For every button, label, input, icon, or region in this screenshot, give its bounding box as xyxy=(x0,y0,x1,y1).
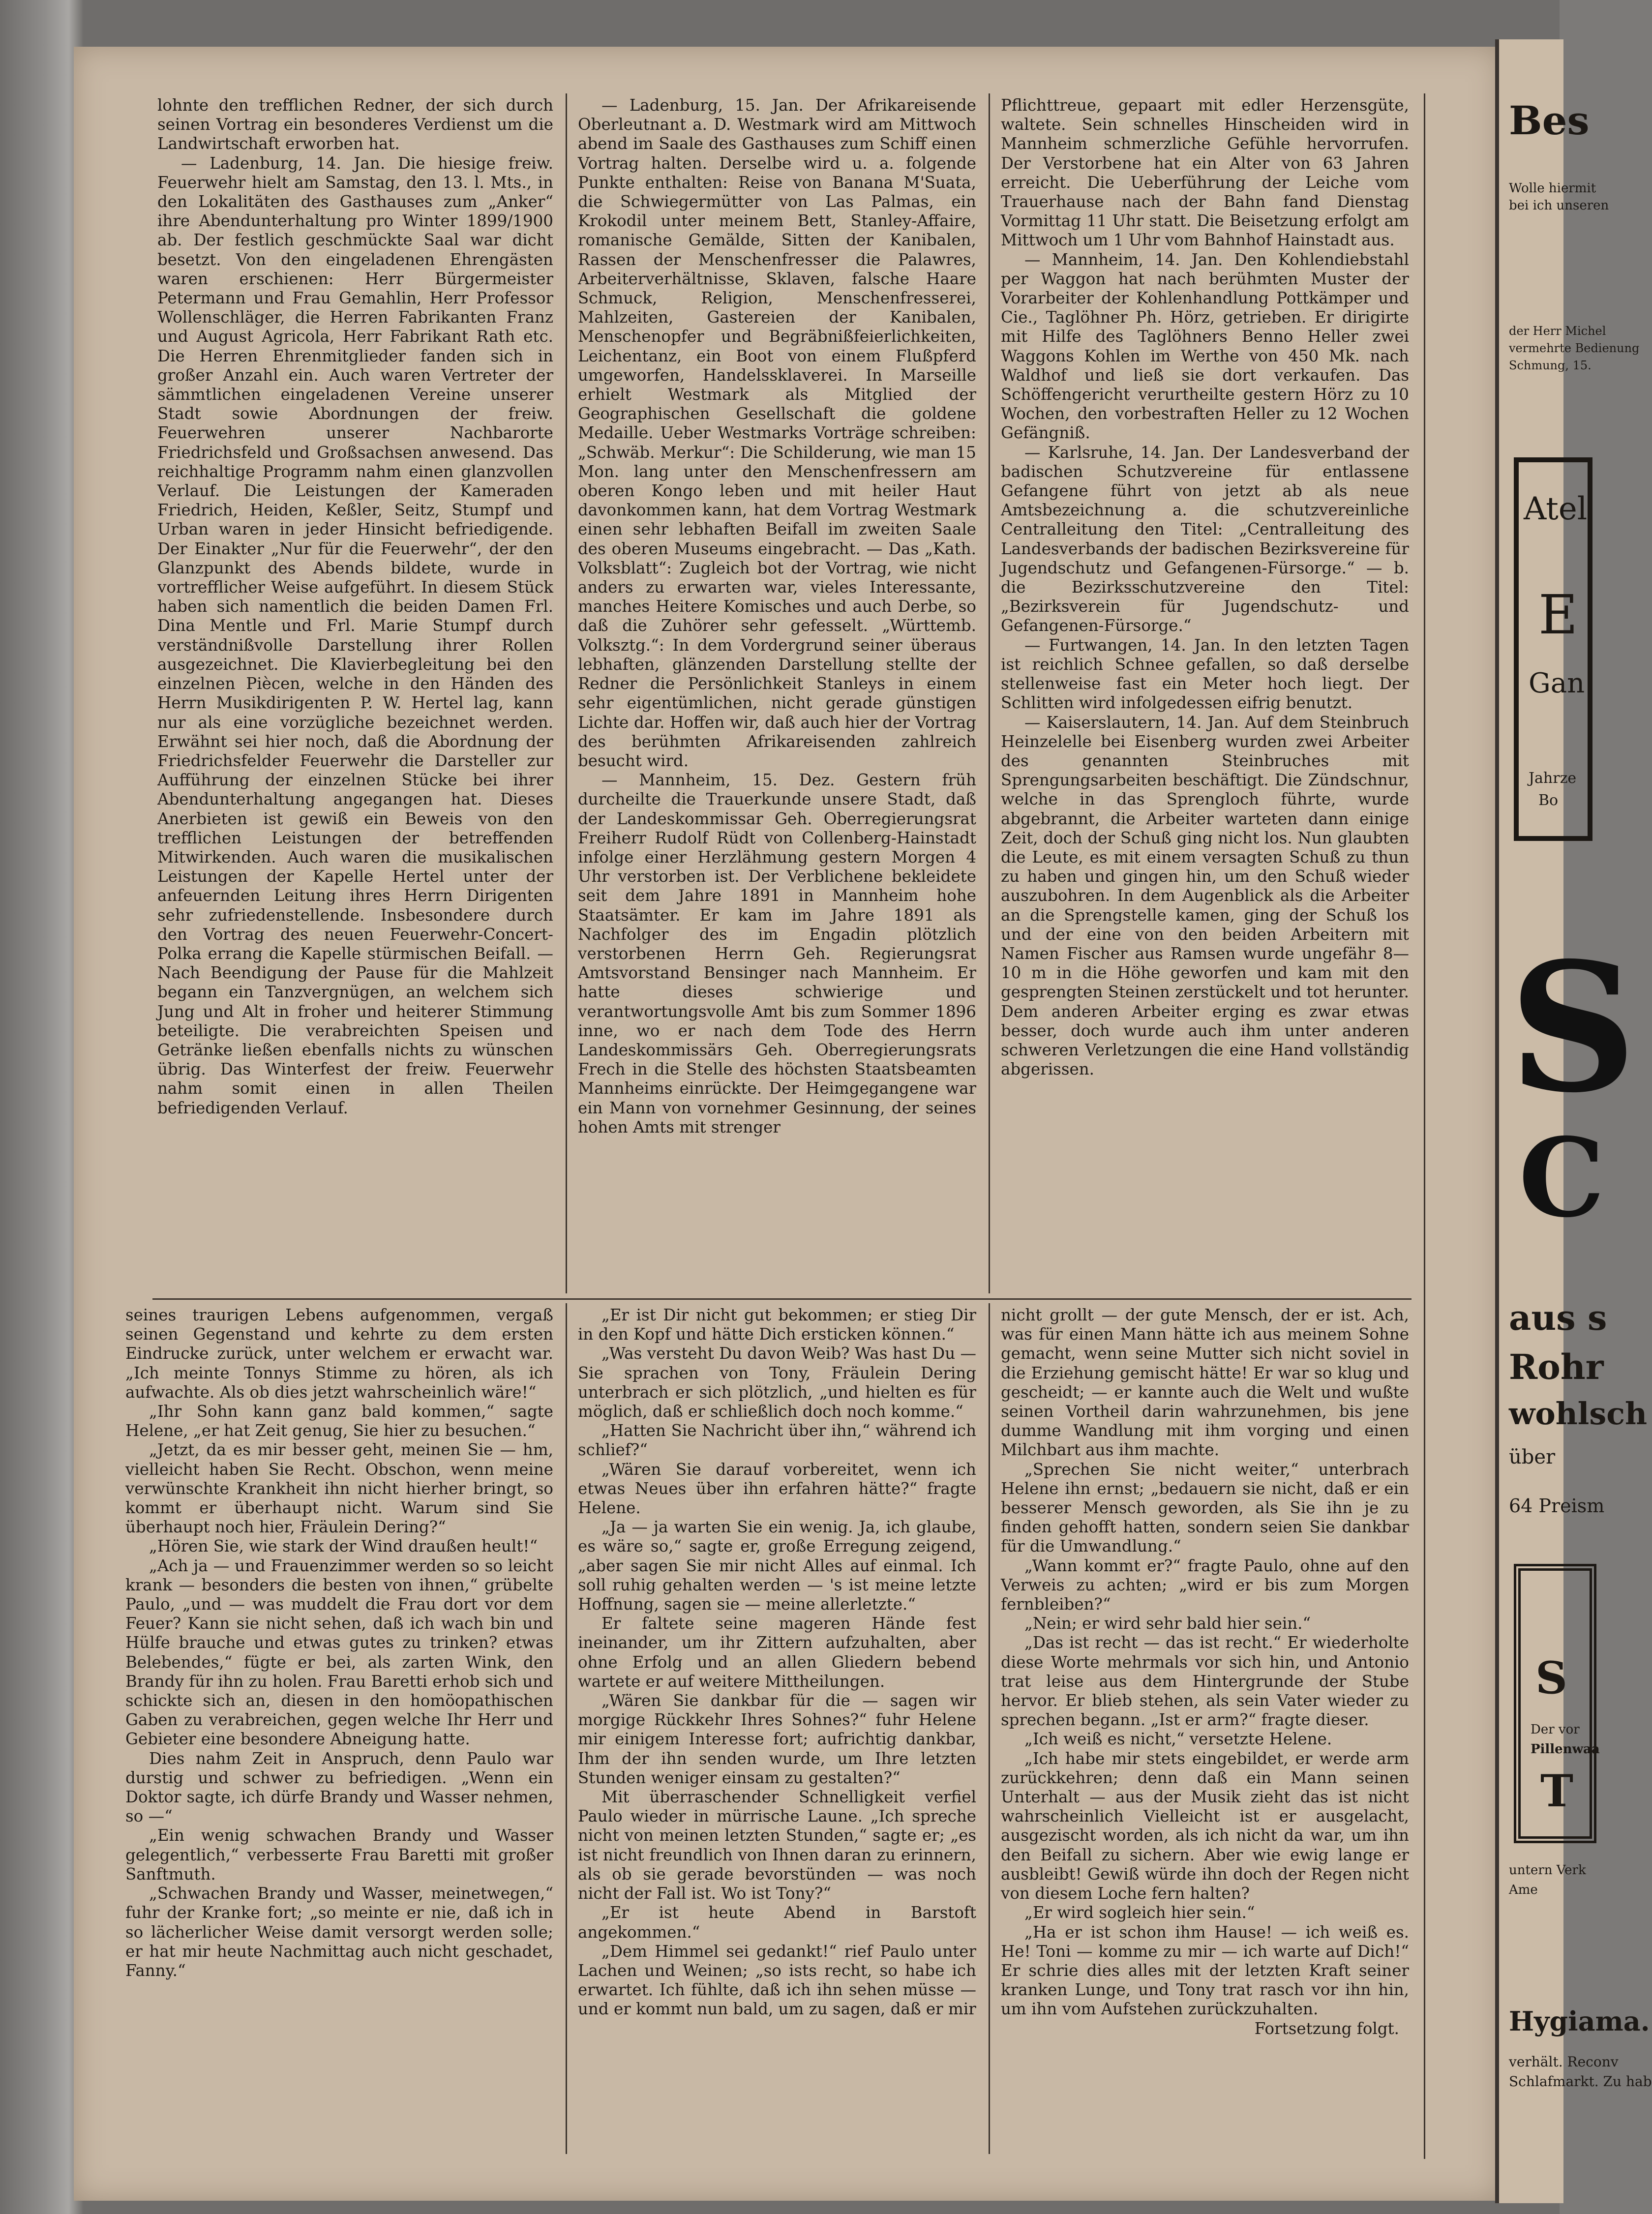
ad-box xyxy=(1514,1564,1600,1843)
feuilleton-paragraph: „Ja — ja warten Sie ein wenig. Ja, ich glaube, es wäre so,“ sagte er, große Erregung zeigend, „aber sagen Sie mir nicht Alles auf einmal. Ich soll ruhig gehalten werden — 's ist meine letzte Hoffnung, sagen sie — meine allerletzte.“ xyxy=(578,1518,976,1614)
feuilleton-paragraph: „Sprechen Sie nicht weiter,“ unterbrach Helene ihn ernst; „bedauern sie nicht, daß er ein besserer Mensch geworden, als Sie ihn je zu finden gehofft hatten, sondern seien Sie dankbar für die Umwandlung.“ xyxy=(1001,1460,1409,1556)
section-divider xyxy=(152,1298,1412,1300)
ad-fragment: verhält. Reconv xyxy=(1509,2054,1619,2070)
feuilleton-paragraph: „Er ist heute Abend in Barstoft angekommen.“ xyxy=(578,1903,976,1942)
ad-fragment: aus s xyxy=(1509,1297,1607,1338)
ad-fragment: vermehrte Bedienung xyxy=(1509,341,1640,355)
ad-fragment: Schmung, 15. xyxy=(1509,359,1592,372)
news-paragraph: Pflichttreue, gepaart mit edler Herzensgüte, waltete. Sein schnelles Hinscheiden wird in Mannheim schmerzliche Gefühle hervorrufen. Der Verstorbene hat ein Alter von 63 Jahren erreicht. Die Ueberführung der Leiche vom Trauerhause nach der Bahn fand Dienstag Vormittag 11 Uhr statt. Die Beisetzung erfolgt am Mittwoch um 1 Uhr vom Bahnhof Hainstadt aus. xyxy=(1001,96,1409,250)
adjacent-page-fragment xyxy=(1495,39,1652,2203)
news-paragraph: — Mannheim, 14. Jan. Den Kohlendiebstahl per Waggon hat nach berühmten Muster der Vorarbeiter der Kohlenhandlung Pottkämper und Cie., Taglöhner Ph. Hörz, getrieben. Er dirigirte mit Hilfe des Taglöhners Benno Heller zwei Waggons Kohlen im Werthe von 450 Mk. nach Waldhof und ließ sie dort verkaufen. Das Schöffengericht verurtheilte gestern Hörz zu 10 Wochen, den vorbestraften Heller zu 12 Wochen Gefängniß. xyxy=(1001,250,1409,443)
ad-fragment: Rohr xyxy=(1509,1346,1604,1387)
feuilleton-paragraph: „Hatten Sie Nachricht über ihn,“ während ich schlief?“ xyxy=(578,1421,976,1460)
news-paragraph: — Kaiserslautern, 14. Jan. Auf dem Steinbruch Heinzelelle bei Eisenberg wurden zwei Arbeiter des genannten Steinbruches mit Sprengungsarbeiten beschäftigt. Die Zündschnur, welche in das Sprengloch führte, wurde abgebrannt, die Arbeiter warteten dann einige Zeit, doch der Schuß ging nicht los. Nun glaubten die Leute, es mit einem versagten Schuß zu thun zu haben und gingen hin, um den Schuß wieder auszubohren. In dem Augenblick als die Arbeiter an die Sprengstelle kamen, ging der Schuß los und der eine von den beiden Arbeitern mit Namen Fischer aus Ramsen wurde ungefähr 8—10 m in die Höhe geworfen und kam mit den gesprengten Steinen zerstückelt und tot herunter. Dem anderen Arbeiter erging es zwar etwas besser, doch wurde auch ihm unter anderen schweren Verletzungen die eine Hand vollständig abgerissen. xyxy=(1001,713,1409,1079)
column-rule xyxy=(989,1303,990,2154)
feuilleton-paragraph: „Ein wenig schwachen Brandy und Wasser gelegentlich,“ verbesserte Frau Baretti mit großer Sanftmuth. xyxy=(125,1826,553,1884)
feuilleton-paragraph: „Das ist recht — das ist recht.“ Er wiederholte diese Worte mehrmals vor sich hin, und Antonio trat leise aus dem Hintergrunde der Stube hervor. Er blieb stehen, als sein Vater wieder zu sprechen begann. „Ist er arm?“ fragte dieser. xyxy=(1001,1633,1409,1730)
ad-fragment: Der vor xyxy=(1531,1722,1580,1737)
column-rule xyxy=(566,1303,567,2154)
feuilleton-paragraph: „Dem Himmel sei gedankt!“ rief Paulo unter Lachen und Weinen; „so ists recht, so habe ich erwartet. Ich fühlte, daß ich ihn sehen müsse — und er kommt nun bald, um zu sagen, daß er mir xyxy=(578,1942,976,2019)
news-paragraph: — Ladenburg, 15. Jan. Der Afrikareisende Oberleutnant a. D. Westmark wird am Mittwoch abend im Saale des Gasthauses zum Schiff einen Vortrag halten. Derselbe wird u. a. folgende Punkte enthalten: Reise von Banana M'Suata, die Schwiegermütter von Las Palmas, ein Krokodil unter meinem Bett, Stanley-Affaire, romanische Gemälde, Sitten der Kanibalen, Rassen der Menschenfresser die Palawres, Arbeiterverhältnisse, Sklaven, falsche Haare Schmuck, Religion, Menschenfresserei, Mahlzeiten, Gastereien der Kanibalen, Menschenopfer und Begräbnißfeierlichkeiten, Leichentanz, ein Boot von einem Flußpferd umgeworfen, Handelssklaverei. In Marseille erhielt Westmark als Mitglied der Geographischen Gesellschaft die goldene Medaille. Ueber Westmarks Vorträge schreiben: „Schwäb. Merkur“: Die Schilderung, wie man 15 Mon. lang unter den Menschenfressern am oberen Kongo leben und mit heiler Haut davonkommen kann, hat dem Vortrag Westmark einen sehr lebhaften Beifall im zweiten Saale des oberen Museums eingebracht. — Das „Kath. Volksblatt“: Zugleich bot der Vortrag, wie nicht anders zu erwarten war, vieles Interessante, manches Heitere Komisches und auch Derbe, so daß die Zuhörer sehr gefesselt. „Württemb. Volksztg.“: In dem Vordergrund seiner überaus lebhaften, glänzenden Darstellung stellte der Redner die Persönlichkeit Stanleys in einem sehr eigentümlichen, nicht gerade günstigen Lichte dar. Hoffen wir, daß auch hier der Vortrag des berühmten Afrikareisenden zahlreich besucht wird. xyxy=(578,96,976,770)
newspaper-page xyxy=(74,47,1500,2201)
feuilleton-paragraph: „Ich weiß es nicht,“ versetzte Helene. xyxy=(1024,1730,1332,1749)
feuilleton-paragraph: „Er ist Dir nicht gut bekommen; er stieg Dir in den Kopf und hätte Dich ersticken können.“ xyxy=(578,1306,976,1344)
news-paragraph: — Karlsruhe, 14. Jan. Der Landesverband der badischen Schutzvereine für entlassene Gefangene führt von jetzt ab als neue Amtsbezeichnung a. die schutzvereinliche Centralleitung den Titel: „Centralleitung des Landesverbands der badischen Bezirksvereine für Jugendschutz und Gefangenen-Fürsorge.“ — b. die Bezirksschutzvereine den Titel: „Bezirksverein für Jugendschutz- und Gefangenen-Fürsorge.“ xyxy=(1001,443,1409,635)
ad-fragment: 64 Preism xyxy=(1509,1495,1605,1517)
ad-fragment: S xyxy=(1535,1652,1567,1704)
ad-fragment: untern Verk xyxy=(1509,1863,1586,1878)
ad-fragment: Ame xyxy=(1509,1883,1538,1897)
ad-fragment: Jahrze xyxy=(1529,770,1577,787)
column-rule xyxy=(566,93,567,1293)
news-paragraph: lohnte den trefflichen Redner, der sich durch seinen Vortrag ein besonderes Verdienst um die Landwirtschaft erworben hat. xyxy=(157,96,553,153)
ad-fragment: Bo xyxy=(1538,792,1559,809)
feuilleton-paragraph: „Hören Sie, wie stark der Wind draußen heult!“ xyxy=(149,1537,538,1556)
feuilleton-paragraph: seines traurigen Lebens aufgenommen, vergaß seinen Gegenstand und kehrte zu dem ersten Eindrucke zurück, unter welchem er erwacht war. „Ich meinte Tonnys Stimme zu hören, als ich aufwachte. Als ob dies jetzt wahrscheinlich wäre!“ xyxy=(125,1306,553,1402)
feuilleton-paragraph: „Ach ja — und Frauenzimmer werden so so leicht krank — besonders die besten von ihnen,“ grübelte Paulo, „und — was muddelt die Frau dort vor dem Feuer? Kann sie nicht sehen, daß ich wach bin und Hülfe brauche und etwas gutes zu trinken? etwas Belebendes,“ fügte er bei, als zarten Wink, den Brandy für ihn zu holen. Frau Baretti erhob sich und schickte sich an, diesen in den homöopathischen Gaben zu verabreichen, gegen welche Ihr Herr und Gebieter eine besondere Abneigung hatte. xyxy=(125,1556,553,1749)
feuilleton-paragraph: „Er wird sogleich hier sein.“ xyxy=(1024,1903,1255,1922)
news-paragraph: — Ladenburg, 14. Jan. Die hiesige freiw. Feuerwehr hielt am Samstag, den 13. l. Mts., in den Lokalitäten des Gasthauses zum „Anker“ ihre Abendunterhaltung pro Winter 1899/1900 ab. Der festlich geschmückte Saal war dicht besetzt. Von den eingeladenen Ehrengästen waren erschienen: Herr Bürgermeister Petermann und Frau Gemahlin, Herr Professor Wollenschläger, die Herren Fabrikanten Franz und August Agricola, Herr Fabrikant Rath etc. Die Herren Ehrenmitglieder fanden sich in großer Anzahl ein. Auch waren Vertreter der sämmtlichen eingeladenen Vereine unserer Stadt sowie Abordnungen der freiw. Feuerwehren unserer Nachbarorte Friedrichsfeld und Großsachsen anwesend. Das reichhaltige Programm nahm einen glanzvollen Verlauf. Die Leistungen der Kameraden Friedrich, Heiden, Keßler, Seitz, Stumpf und Urban waren in jeder Hinsicht befriedigende. Der Einakter „Nur für die Feuerwehr“, der den Glanzpunkt des Abends bildete, wurde in vortrefflicher Weise aufgeführt. In diesem Stück haben sich namentlich die beiden Damen Frl. Dina Mentle und Frl. Marie Stumpf durch verständnißvolle Darstellung ihrer Rollen ausgezeichnet. Die Klavierbegleitung bei den einzelnen Piècen, welche in den Händen des Herrn Musikdirigenten P. W. Hertel lag, kann nur als eine vorzügliche bezeichnet werden. Erwähnt sei hier noch, daß die Abordnung der Friedrichsfelder Feuerwehr die Darsteller zur Aufführung der einzelnen Stücke bei ihrer Abendunterhaltung angegangen hat. Dieses Anerbieten ist gewiß ein Beweis von den trefflichen Leistungen der betreffenden Mitwirkenden. Auch waren die musikalischen Leistungen der Kapelle Hertel unter der anfeuernden Leitung ihres Herrn Dirigenten sehr zufriedenstellende. Insbesondere durch den Vortrag des neuen Feuerwehr-Concert-Polka errang die Kapelle stürmischen Beifall. — Nach Beendigung der Pause für die Mahlzeit begann ein Tanzvergnügen, an welchem sich Jung und Alt in froher und heiterer Stimmung beteiligte. Die verabreichten Speisen und Getränke ließen ebenfalls nichts zu wünschen übrig. Das Winterfest der freiw. Feuerwehr nahm somit einen in allen Theilen befriedigenden Verlauf. xyxy=(157,153,553,1117)
ad-fragment: T xyxy=(1540,1765,1573,1817)
news-column-3 xyxy=(1001,96,1409,1291)
continuation-note: Fortsetzung folgt. xyxy=(1254,2019,1399,2038)
ad-fragment: wohlsch xyxy=(1509,1396,1648,1432)
ad-fragment: Schlafmarkt. Zu hab xyxy=(1509,2073,1652,2090)
ad-fragment: über xyxy=(1509,1446,1556,1468)
feuilleton-column-2 xyxy=(578,1306,976,2152)
news-paragraph: — Furtwangen, 14. Jan. In den letzten Tagen ist reichlich Schnee gefallen, so daß derselbe stellenweise fast ein Meter hoch liegt. Der Schlitten wird infolgedessen eifrig benutzt. xyxy=(1001,635,1409,713)
feuilleton-paragraph: „Wären Sie dankbar für die — sagen wir morgige Rückkehr Ihres Sohnes?“ fuhr Helene mir einigem Interesse fort; aufrichtig dankbar, Ihm der ihn senden wurde, um Ihre letzten Stunden weniger einsam zu gestalten?“ xyxy=(578,1691,976,1787)
ad-fragment: C xyxy=(1519,1114,1605,1241)
feuilleton-paragraph: „Wann kommt er?“ fragte Paulo, ohne auf den Verweis zu achten; „wird er bis zum Morgen fernbleiben?“ xyxy=(1001,1556,1409,1614)
ad-fragment: Atel xyxy=(1524,491,1588,527)
feuilleton-column-1 xyxy=(125,1306,553,2152)
feuilleton-paragraph: Dies nahm Zeit in Anspruch, denn Paulo war durstig und schwer zu befriedigen. „Wenn ein Doktor sagte, ich dürfe Brandy und Wasser nehmen, so —“ xyxy=(125,1749,553,1826)
news-paragraph: — Mannheim, 15. Dez. Gestern früh durcheilte die Trauerkunde unsere Stadt, daß der Landeskommissar Geh. Oberregierungsrat Freiherr Rudolf Rüdt von Collenberg-Hainstadt infolge einer Herzlähmung gestern Morgen 4 Uhr verstorben ist. Der Verblichene bekleidete seit dem Jahre 1891 in Mannheim hohe Staatsämter. Er kam im Jahre 1891 als Nachfolger des im Engadin plötzlich verstorbenen Herrn Geh. Regierungsrat Amtsvorstand Bensinger nach Mannheim. Er hatte dieses schwierige und verantwortungsvolle Amt bis zum Sommer 1896 inne, wo er nach dem Tode des Herrn Landeskommissärs Geh. Oberregierungsrats Frech in die Stelle des höchsten Staatsbeamten Mannheims einrückte. Der Heimgegangene war ein Mann von vornehmer Gesinnung, der seines hohen Amts mit strenger xyxy=(578,771,976,1137)
ad-fragment: Bes xyxy=(1509,97,1590,144)
ad-fragment: E xyxy=(1538,583,1578,646)
news-column-2 xyxy=(578,96,976,1291)
feuilleton-paragraph: „Nein; er wird sehr bald hier sein.“ xyxy=(1024,1614,1311,1633)
feuilleton-paragraph: „Schwachen Brandy und Wasser, meinetwegen,“ fuhr der Kranke fort; „so meinte er nie, daß ich in so lächerlicher Weise damit versorgt werden solle; er hat mir heute Nachmittag auch nicht geschadet, Fanny.“ xyxy=(125,1884,553,1980)
feuilleton-paragraph: nicht grollt — der gute Mensch, der er ist. Ach, was für einen Mann hätte ich aus meinem Sohne gemacht, wenn seine Mutter sich nicht soviel in die Erziehung gemischt hätte! Er war so klug und gescheidt; — er kannte auch die Welt und wußte seinen Vortheil darin wahrzunehmen, bis jene dumme Wandlung mit ihm vorging und einen Milchbart aus ihm machte. xyxy=(1001,1306,1409,1460)
feuilleton-paragraph: „Jetzt, da es mir besser geht, meinen Sie — hm, vielleicht haben Sie Recht. Obschon, wenn meine verwünschte Krankheit ihn nicht hierher bringt, so kommt er überhaupt nicht. Warum sind Sie überhaupt noch hier, Fräulein Dering?“ xyxy=(125,1440,553,1537)
feuilleton-column-3 xyxy=(1001,1306,1409,2152)
feuilleton-paragraph: Er faltete seine mageren Hände fest ineinander, um ihr Zittern aufzuhalten, aber ohne Erfolg und an allen Gliedern bebend wartete er auf weitere Mittheilungen. xyxy=(578,1614,976,1691)
ad-fragment: Gan xyxy=(1529,667,1585,699)
column-rule xyxy=(989,93,990,1293)
ad-fragment: Hygiama. xyxy=(1509,2005,1650,2037)
ad-fragment: Pillenwaa xyxy=(1531,1742,1600,1757)
feuilleton-paragraph: „Ihr Sohn kann ganz bald kommen,“ sagte Helene, „er hat Zeit genug, Sie hier zu besuchen.“ xyxy=(125,1402,553,1440)
feuilleton-paragraph: Mit überraschender Schnelligkeit verfiel Paulo wieder in mürrische Laune. „Ich spreche nicht von meinen letzten Stunden,“ sagte er; „es ist nicht freundlich von Ihnen daran zu erinnern, als ob sie gerade bevorstünden — was noch nicht der Fall ist. Wo ist Tony?“ xyxy=(578,1788,976,1903)
feuilleton-paragraph: „Ha er ist schon ihm Hause! — ich weiß es. He! Toni — komme zu mir — ich warte auf Dich!“ Er schrie dies alles mit der letzten Kraft seiner kranken Lunge, und Tony trat rasch vor ihn hin, um ihn vom Aufstehen zurückzuhalten. xyxy=(1001,1922,1409,2019)
page-right-rule xyxy=(1424,93,1425,2159)
feuilleton-paragraph: „Was versteht Du davon Weib? Was hast Du — Sie sprachen von Tony, Fräulein Dering unterbrach er sich plötzlich, „und hielten es für möglich, daß er schließlich doch noch komme.“ xyxy=(578,1344,976,1421)
feuilleton-paragraph: „Ich habe mir stets eingebildet, er werde arm zurückkehren; denn daß ein Mann seinen Unterhalt — aus der Musik zieht das ist nicht wahrscheinlich Vielleicht ist er ausgelacht, ausgezischt worden, als ich nicht da war, um ihn den Beifall zu sichern. Aber wie ewig lange er ausbleibt! Gewiß würde ihn doch der Regen nicht von diesem Loche fern halten? xyxy=(1001,1749,1409,1903)
feuilleton-paragraph: „Wären Sie darauf vorbereitet, wenn ich etwas Neues über ihn erfahren hätte?“ fragte Helene. xyxy=(578,1460,976,1518)
ad-fragment: Wolle hiermit xyxy=(1509,181,1596,196)
ad-fragment: der Herr Michel xyxy=(1509,324,1606,338)
news-column-1 xyxy=(157,96,553,1286)
ad-box xyxy=(1514,457,1592,841)
ad-fragment: bei ich unseren xyxy=(1509,198,1609,213)
ad-fragment: S xyxy=(1509,924,1637,1132)
